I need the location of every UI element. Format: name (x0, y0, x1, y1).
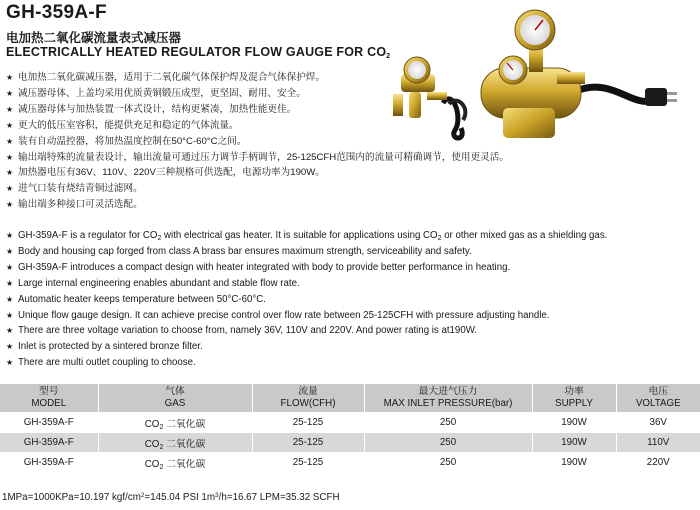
table-row (0, 433, 700, 453)
cell-pressure: 250 (364, 453, 532, 473)
star-bullet-icon: ★ (6, 152, 14, 162)
feature-item-cn: ★ 减压器母体与加热装置一体式设计，结构更紧凑，加热性能更佳。 (6, 102, 509, 118)
cell-voltage: 220V (616, 453, 700, 473)
product-title-chinese: 电加热二氧化碳流量表式减压器 (6, 31, 182, 45)
cell-flow: 25-125 (252, 453, 364, 473)
cell-supply: 190W (532, 413, 616, 433)
cell-voltage: 110V (616, 433, 700, 453)
feature-item-en: ★ Large internal engineering enables abundant and stable flow rate. (6, 276, 607, 292)
star-bullet-icon: ★ (6, 104, 14, 114)
feature-item-cn: ★ 输出端多种接口可灵活选配。 (6, 197, 509, 213)
star-bullet-icon: ★ (6, 278, 14, 288)
star-bullet-icon: ★ (6, 120, 14, 130)
feature-item-en: ★ Body and housing cap forged from class A brass bar ensures maximum strength, serviceability and safety. (6, 244, 607, 260)
star-bullet-icon: ★ (6, 136, 14, 146)
feature-item-cn: ★ 输出端特殊的流量表设计，输出流量可通过压力调节手柄调节，25-125CFH范围内的流量可精确调节，使用更灵活。 (6, 150, 509, 166)
small-regulator-image (393, 57, 465, 138)
cell-supply: 190W (532, 453, 616, 473)
feature-item-cn: ★ 更大的低压室容积，能提供充足和稳定的气体流量。 (6, 118, 509, 134)
table-row (0, 453, 700, 473)
feature-list-english (6, 228, 607, 371)
cell-supply: 190W (532, 433, 616, 453)
cell-pressure: 250 (364, 433, 532, 453)
column-header-flow: 流量 FLOW(CFH) (252, 384, 364, 413)
star-bullet-icon: ★ (6, 294, 14, 304)
product-model-title: GH-359A-F (6, 2, 107, 23)
unit-conversion-note: 1MPa=1000KPa=10.197 kgf/$cm^2=145.04$ PSI $1m^3/h=16.67$ LPM=35.32 SCFH (2, 492, 340, 503)
cell-voltage: 36V (616, 413, 700, 433)
feature-item-en: ★ GH-359A-F introduces a compact design with heater integrated with body to provide better performance in heating. (6, 260, 607, 276)
feature-item-en: ★ Automatic heater keeps temperature between 50°C-60°C. (6, 292, 607, 308)
cell-gas: $CO_2$ 二氧化碳 (98, 453, 252, 473)
feature-item-cn: ★ 减压器母体、上盖均采用优质黄铜锻压成型，更坚固、耐用、安全。 (6, 86, 509, 102)
star-bullet-icon: ★ (6, 358, 14, 368)
cell-pressure: 250 (364, 413, 532, 433)
cell-flow: 25-125 (252, 413, 364, 433)
feature-item-cn: ★ 装有自动温控器，将加热温度控制在50°C-60°C之间。 (6, 134, 509, 150)
column-header-model: 型号 MODEL (0, 384, 98, 413)
star-bullet-icon: ★ (6, 342, 14, 352)
cell-model: GH-359A-F (0, 453, 98, 473)
large-regulator-image (481, 10, 677, 138)
column-header-supply: 功率 SUPPLY (532, 384, 616, 413)
star-bullet-icon: ★ (6, 262, 14, 272)
star-bullet-icon: ★ (6, 73, 14, 82)
cell-gas: $CO_2$ 二氧化碳 (98, 433, 252, 453)
column-header-gas: 气体 GAS (98, 384, 252, 413)
feature-item-cn: ★ 加热器电压有36V、110V、220V三种规格可供选配，电源功率为190W。 (6, 165, 509, 181)
feature-item-cn: ★ 进气口装有烧结青铜过滤网。 (6, 181, 509, 197)
star-bullet-icon: ★ (6, 231, 14, 240)
feature-item-en: ★ Unique flow gauge design. It can achieve precise control over flow rate between 25-125CFH with pressure adjusting handle. (6, 308, 607, 324)
star-bullet-icon: ★ (6, 246, 14, 256)
feature-item-cn: ★ 电加热二氧化碳减压器，适用于二氧化碳气体保护焊及混合气体保护焊。 (6, 70, 509, 86)
star-bullet-icon: ★ (6, 88, 14, 98)
cell-model: GH-359A-F (0, 433, 98, 453)
feature-item-en: ★ There are three voltage variation to choose from, namely 36V, 110V and 220V. And power rating is at190W. (6, 323, 607, 339)
table-header-row (0, 384, 700, 413)
feature-item-en: ★ Inlet is protected by a sintered bronze filter. (6, 339, 607, 355)
table-row (0, 413, 700, 433)
product-title-english: ELECTRICALLY HEATED REGULATOR FLOW GAUGE FOR $CO_2$ (6, 45, 391, 60)
star-bullet-icon: ★ (6, 200, 14, 210)
column-header-voltage: 电压 VOLTAGE (616, 384, 700, 413)
feature-item-en: ★ There are multi outlet coupling to choose. (6, 355, 607, 371)
cell-flow: 25-125 (252, 433, 364, 453)
cell-model: GH-359A-F (0, 413, 98, 433)
cell-gas: $CO_2$ 二氧化碳 (98, 413, 252, 433)
feature-item-en: ★ GH-359A-F is a regulator for $CO_2$ with electrical gas heater. It is suitable for applications using $CO_2$ or other mixed gas as a shielding gas. (6, 230, 608, 242)
star-bullet-icon: ★ (6, 168, 14, 178)
star-bullet-icon: ★ (6, 184, 14, 194)
star-bullet-icon: ★ (6, 326, 14, 336)
column-header-pressure: 最大进气压力 MAX INLET PRESSURE(bar) (364, 384, 532, 413)
star-bullet-icon: ★ (6, 310, 14, 320)
specification-table (0, 384, 700, 472)
regulator-product-photo (383, 8, 689, 148)
